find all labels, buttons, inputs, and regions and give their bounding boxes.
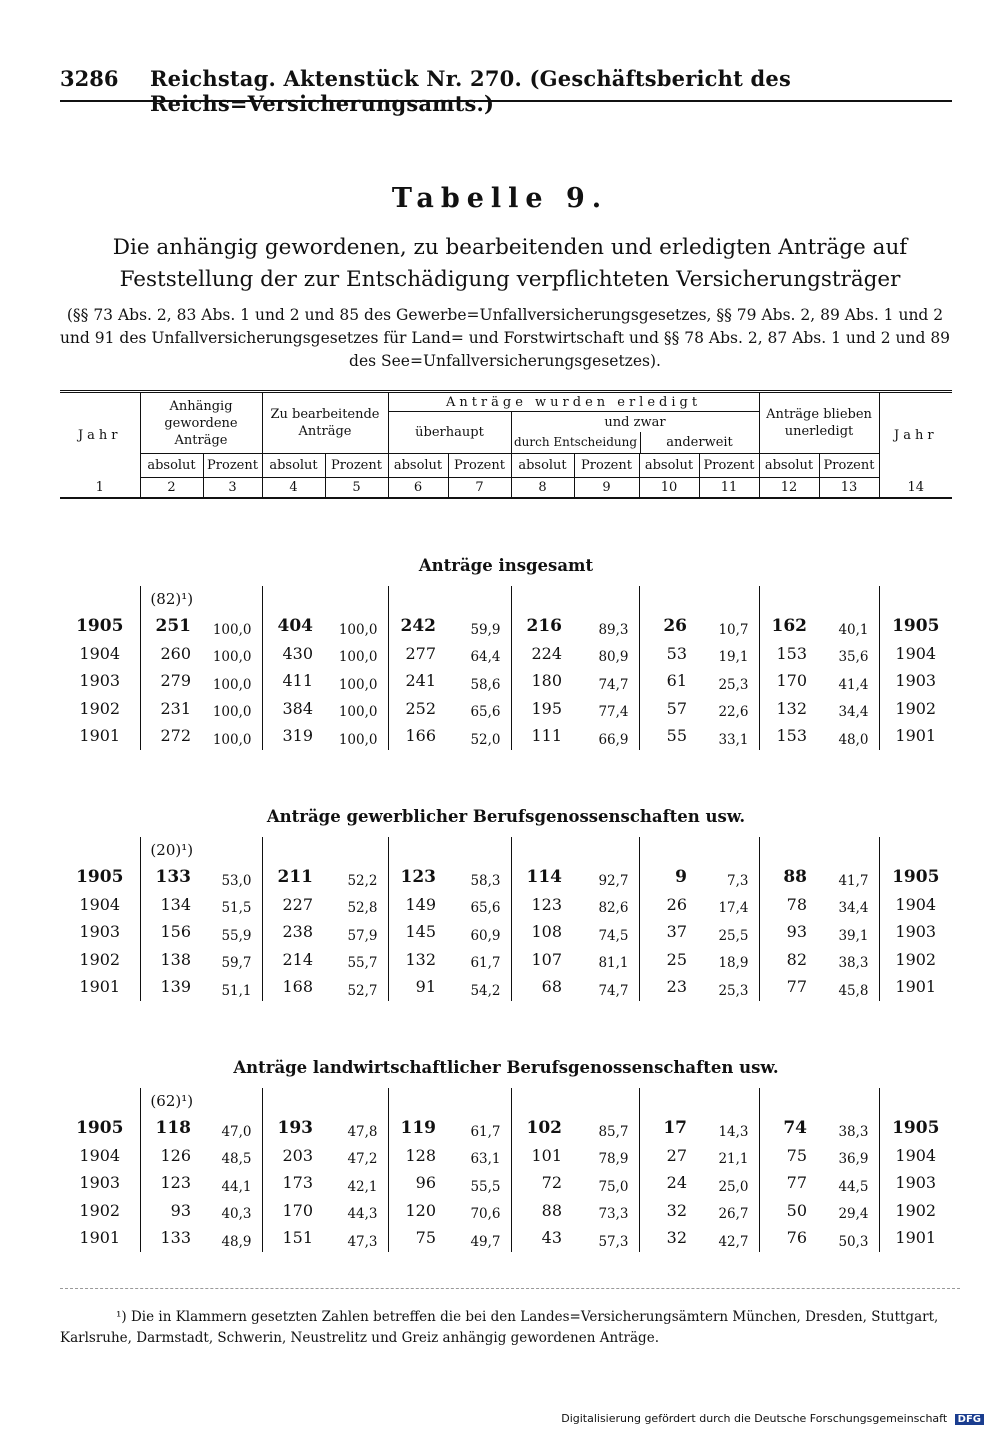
percent-cell: 48,9 [203,1224,262,1252]
year-cell: 1903 [60,667,140,695]
percent-cell: 70,6 [448,1197,511,1225]
percent-cell: 33,1 [699,722,759,750]
col-number: 13 [819,478,879,498]
bracket-note: (20)¹) [150,841,194,859]
absolute-cell: 123 [160,1173,191,1193]
percent-cell: 55,7 [325,946,388,974]
percent-cell: 77,4 [574,695,639,723]
year-cell: 1902 [60,1197,140,1225]
percent-cell: 50,3 [819,1224,879,1252]
percent-cell: 36,9 [819,1142,879,1170]
percent-cell: 22,6 [699,695,759,723]
table-row [60,667,952,695]
absolute-cell: 272 [160,726,191,746]
absolute-cell: 68 [541,977,562,997]
absolute-cell: 211 [277,866,313,887]
percent-cell: 63,1 [448,1142,511,1170]
digitization-credit [561,1412,984,1425]
bracket-note: (62)¹) [150,1092,194,1110]
percent-cell: 47,0 [203,1114,262,1142]
absolute-cell: 55 [666,726,687,746]
absolute-cell: 133 [160,1228,191,1248]
absolute-cell: 170 [776,671,807,691]
absolute-cell: 138 [160,949,191,969]
absolute-cell: 96 [415,1173,436,1193]
header-jahr-right: Jahr [893,427,938,443]
legal-references: (§§ 73 Abs. 2, 83 Abs. 1 und 2 und 85 des Gewerbe=Unfallversicherungsgesetzes, §§ 79 Abs. 2, 89 Abs. 1 und 2 und 91 des Unfallversicherungsgesetzes für Land= und Forstwirtschaft und §§ 78 Abs. 2, 87 Abs. 1 und 2 und 89 des See=Unfallversicherungsgesetzes). [59,306,951,370]
header-prozent: Prozent [448,454,511,478]
col-number: 11 [699,478,759,498]
year-cell: 1903 [895,671,937,691]
year-cell: 1903 [895,922,937,942]
absolute-cell: 151 [282,1228,313,1248]
absolute-cell: 203 [282,1145,313,1165]
percent-cell: 48,5 [203,1142,262,1170]
absolute-cell: 145 [405,922,436,942]
year-cell: 1904 [60,891,140,919]
absolute-cell: 134 [160,894,191,914]
percent-cell: 100,0 [203,695,262,723]
percent-cell: 26,7 [699,1197,759,1225]
absolute-cell: 153 [776,726,807,746]
section-block-landwirtschaftlich [60,1088,952,1252]
year-cell: 1905 [60,863,140,891]
percent-cell: 47,8 [325,1114,388,1142]
absolute-cell: 57 [666,698,687,718]
table-row [60,863,952,891]
header-anhaengig: Anhängig gewordene Anträge [140,392,262,454]
col-number: 10 [639,478,699,498]
percent-cell: 38,3 [819,946,879,974]
year-cell: 1902 [60,695,140,723]
absolute-cell: 156 [160,922,191,942]
absolute-cell: 238 [282,922,313,942]
percent-cell: 35,6 [819,640,879,668]
percent-cell: 40,3 [203,1197,262,1225]
footnote-divider [60,1288,960,1289]
absolute-cell: 32 [666,1228,687,1248]
absolute-cell: 166 [405,726,436,746]
absolute-cell: 170 [282,1200,313,1220]
header-prozent: Prozent [325,454,388,478]
absolute-cell: 126 [160,1145,191,1165]
percent-cell: 61,7 [448,1114,511,1142]
absolute-cell: 241 [405,671,436,691]
absolute-cell: 102 [526,1117,562,1138]
header-erledigt: Anträge wurden erledigt [388,392,759,412]
absolute-cell: 319 [282,726,313,746]
table-row [60,891,952,919]
percent-cell: 60,9 [448,918,511,946]
absolute-cell: 53 [666,643,687,663]
percent-cell: 53,0 [203,863,262,891]
year-cell: 1904 [895,1145,937,1165]
year-cell: 1902 [895,698,937,718]
percent-cell: 25,5 [699,918,759,946]
percent-cell: 78,9 [574,1142,639,1170]
section-title-insgesamt: Anträge insgesamt [418,556,594,575]
percent-cell: 58,6 [448,667,511,695]
percent-cell: 65,6 [448,695,511,723]
year-cell: 1901 [60,973,140,1001]
percent-cell: 74,7 [574,973,639,1001]
absolute-cell: 24 [666,1173,687,1193]
year-cell: 1903 [60,918,140,946]
percent-cell: 100,0 [325,612,388,640]
absolute-cell: 132 [776,698,807,718]
percent-cell: 57,3 [574,1224,639,1252]
header-absolut: absolut [262,454,325,478]
percent-cell: 47,2 [325,1142,388,1170]
percent-cell: 25,3 [699,973,759,1001]
percent-cell: 34,4 [819,695,879,723]
table-row [60,918,952,946]
percent-cell: 100,0 [203,722,262,750]
year-cell: 1904 [895,643,937,663]
absolute-cell: 25 [666,949,687,969]
absolute-cell: 139 [160,977,191,997]
percent-cell: 25,0 [699,1169,759,1197]
section-title-landwirtschaftlich: Anträge landwirtschaftlicher Berufsgenossenschaften usw. [233,1058,779,1077]
absolute-cell: 132 [405,949,436,969]
percent-cell: 65,6 [448,891,511,919]
percent-cell: 21,1 [699,1142,759,1170]
percent-cell: 44,1 [203,1169,262,1197]
percent-cell: 81,1 [574,946,639,974]
absolute-cell: 26 [663,615,687,636]
percent-cell: 64,4 [448,640,511,668]
absolute-cell: 23 [666,977,687,997]
header-durch-entscheidung: durch Entscheidung [512,432,641,453]
percent-cell: 52,0 [448,722,511,750]
percent-cell: 45,8 [819,973,879,1001]
col-number: 12 [759,478,819,498]
percent-cell: 7,3 [699,863,759,891]
absolute-cell: 384 [282,698,313,718]
header-prozent: Prozent [819,454,879,478]
percent-cell: 18,9 [699,946,759,974]
absolute-cell: 195 [531,698,562,718]
year-cell: 1902 [895,949,937,969]
percent-cell: 75,0 [574,1169,639,1197]
percent-cell: 44,5 [819,1169,879,1197]
percent-cell: 49,7 [448,1224,511,1252]
percent-cell: 57,9 [325,918,388,946]
absolute-cell: 50 [786,1200,807,1220]
data-table [60,837,952,1001]
header-absolut: absolut [388,454,448,478]
percent-cell: 100,0 [203,612,262,640]
percent-cell: 10,7 [699,612,759,640]
percent-cell: 19,1 [699,640,759,668]
year-cell: 1904 [895,894,937,914]
year-cell: 1902 [60,946,140,974]
absolute-cell: 77 [786,977,807,997]
percent-cell: 52,8 [325,891,388,919]
absolute-cell: 32 [666,1200,687,1220]
percent-cell: 55,5 [448,1169,511,1197]
percent-cell: 61,7 [448,946,511,974]
absolute-cell: 75 [415,1228,436,1248]
col-number: 8 [511,478,574,498]
table-row [60,1142,952,1170]
page-number: 3286 [60,66,119,91]
absolute-cell: 411 [282,671,313,691]
table-row [60,640,952,668]
credit-text: Digitalisierung gefördert durch die Deutsche Forschungsgemeinschaft [561,1412,948,1425]
percent-cell: 80,9 [574,640,639,668]
percent-cell: 29,4 [819,1197,879,1225]
absolute-cell: 242 [400,615,436,636]
percent-cell: 55,9 [203,918,262,946]
year-cell: 1904 [60,1142,140,1170]
absolute-cell: 123 [400,866,436,887]
running-header [60,64,952,116]
table-row [60,722,952,750]
absolute-cell: 214 [282,949,313,969]
header-absolut: absolut [511,454,574,478]
absolute-cell: 120 [405,1200,436,1220]
percent-cell: 59,7 [203,946,262,974]
percent-cell: 73,3 [574,1197,639,1225]
year-cell: 1901 [895,977,937,997]
percent-cell: 100,0 [325,695,388,723]
absolute-cell: 101 [531,1145,562,1165]
running-title: Reichstag. Aktenstück Nr. 270. (Geschäftsbericht des Reichs=Versicherungsamts.) [150,66,791,116]
absolute-cell: 123 [531,894,562,914]
table-header [60,390,952,499]
absolute-cell: 149 [405,894,436,914]
absolute-cell: 231 [160,698,191,718]
percent-cell: 48,0 [819,722,879,750]
absolute-cell: 119 [400,1117,436,1138]
col-number: 4 [262,478,325,498]
header-prozent: Prozent [574,454,639,478]
absolute-cell: 93 [786,922,807,942]
table-row [60,1197,952,1225]
header-und-zwar: und zwar [604,414,666,430]
year-cell: 1905 [60,1114,140,1142]
col-number: 7 [448,478,511,498]
bracket-note: (82)¹) [150,590,194,608]
table-row [60,973,952,1001]
header-absolut: absolut [759,454,819,478]
header-jahr-left: Jahr [60,392,140,478]
percent-cell: 74,7 [574,667,639,695]
percent-cell: 41,7 [819,863,879,891]
absolute-cell: 88 [783,866,807,887]
percent-cell: 82,6 [574,891,639,919]
data-table [60,586,952,750]
absolute-cell: 76 [786,1228,807,1248]
percent-cell: 52,7 [325,973,388,1001]
header-prozent: Prozent [203,454,262,478]
year-cell: 1901 [60,1224,140,1252]
absolute-cell: 133 [155,866,191,887]
absolute-cell: 75 [786,1145,807,1165]
header-unerledigt: Anträge blieben unerledigt [759,392,879,454]
absolute-cell: 17 [663,1117,687,1138]
year-cell: 1903 [60,1169,140,1197]
col-number: 5 [325,478,388,498]
absolute-cell: 77 [786,1173,807,1193]
absolute-cell: 114 [526,866,562,887]
absolute-cell: 227 [282,894,313,914]
absolute-cell: 279 [160,671,191,691]
absolute-cell: 93 [170,1200,191,1220]
year-cell: 1905 [892,615,940,636]
data-table [60,1088,952,1252]
percent-cell: 100,0 [325,722,388,750]
absolute-cell: 43 [541,1228,562,1248]
absolute-cell: 193 [277,1117,313,1138]
percent-cell: 100,0 [203,640,262,668]
absolute-cell: 118 [155,1117,191,1138]
table-row [60,695,952,723]
absolute-cell: 260 [160,643,191,663]
percent-cell: 42,1 [325,1169,388,1197]
col-number: 2 [140,478,203,498]
header-zu-bearbeitende: Zu bearbeitende Anträge [262,392,388,454]
absolute-cell: 180 [531,671,562,691]
year-cell: 1902 [895,1200,937,1220]
header-absolut: absolut [639,454,699,478]
header-absolut: absolut [140,454,203,478]
column-number-row [60,478,952,498]
absolute-cell: 74 [783,1117,807,1138]
year-cell: 1905 [892,1117,940,1138]
year-cell: 1905 [60,612,140,640]
header-prozent: Prozent [699,454,759,478]
percent-cell: 34,4 [819,891,879,919]
absolute-cell: 108 [531,922,562,942]
percent-cell: 66,9 [574,722,639,750]
percent-cell: 51,5 [203,891,262,919]
col-number: 3 [203,478,262,498]
dfg-logo: DFG [955,1414,984,1425]
percent-cell: 59,9 [448,612,511,640]
percent-cell: 58,3 [448,863,511,891]
absolute-cell: 162 [771,615,807,636]
absolute-cell: 88 [541,1200,562,1220]
percent-cell: 54,2 [448,973,511,1001]
percent-cell: 100,0 [325,667,388,695]
percent-cell: 17,4 [699,891,759,919]
absolute-cell: 168 [282,977,313,997]
year-cell: 1903 [895,1173,937,1193]
percent-cell: 92,7 [574,863,639,891]
absolute-cell: 27 [666,1145,687,1165]
absolute-cell: 224 [531,643,562,663]
absolute-cell: 173 [282,1173,313,1193]
percent-cell: 52,2 [325,863,388,891]
absolute-cell: 251 [155,615,191,636]
absolute-cell: 252 [405,698,436,718]
absolute-cell: 82 [786,949,807,969]
table-subtitle: Die anhängig gewordenen, zu bearbeitenden und erledigten Anträge auf Feststellung der zur Entschädigung verpflichteten Versicherungsträger [112,235,908,292]
percent-cell: 40,1 [819,612,879,640]
year-cell: 1905 [892,866,940,887]
section-block-insgesamt [60,586,952,750]
absolute-cell: 9 [675,866,687,887]
percent-cell: 100,0 [325,640,388,668]
absolute-cell: 430 [282,643,313,663]
absolute-cell: 61 [666,671,687,691]
absolute-cell: 216 [526,615,562,636]
percent-cell: 38,3 [819,1114,879,1142]
percent-cell: 25,3 [699,667,759,695]
section-title-gewerblich: Anträge gewerblicher Berufsgenossenschaften usw. [266,807,746,826]
percent-cell: 44,3 [325,1197,388,1225]
absolute-cell: 404 [277,615,313,636]
absolute-cell: 153 [776,643,807,663]
percent-cell: 85,7 [574,1114,639,1142]
col-number: 9 [574,478,639,498]
absolute-cell: 26 [666,894,687,914]
percent-cell: 51,1 [203,973,262,1001]
absolute-cell: 37 [666,922,687,942]
table-row [60,1169,952,1197]
absolute-cell: 78 [786,894,807,914]
col-number: 6 [388,478,448,498]
absolute-cell: 277 [405,643,436,663]
percent-cell: 14,3 [699,1114,759,1142]
absolute-cell: 107 [531,949,562,969]
header-ueberhaupt: überhaupt [388,412,511,454]
percent-cell: 89,3 [574,612,639,640]
section-block-gewerblich [60,837,952,1001]
year-cell: 1901 [895,1228,937,1248]
absolute-cell: 72 [541,1173,562,1193]
col-number: 1 [60,478,140,498]
percent-cell: 41,4 [819,667,879,695]
percent-cell: 74,5 [574,918,639,946]
absolute-cell: 91 [415,977,436,997]
percent-cell: 39,1 [819,918,879,946]
table-row [60,1114,952,1142]
col-number: 14 [907,479,925,495]
absolute-cell: 111 [531,726,562,746]
table-title: Tabelle 9. [391,183,609,214]
year-cell: 1901 [895,726,937,746]
absolute-cell: 128 [405,1145,436,1165]
year-cell: 1904 [60,640,140,668]
percent-cell: 42,7 [699,1224,759,1252]
footnote: ¹) Die in Klammern gesetzten Zahlen betreffen die bei den Landes=Versicherungsämtern München, Dresden, Stuttgart, Karlsruhe, Darmstadt, Schwerin, Neustrelitz und Greiz anhängig gewordenen Anträge. [60,1309,939,1346]
table-row [60,1224,952,1252]
header-anderweit: anderweit [666,434,733,450]
table-row [60,946,952,974]
year-cell: 1901 [60,722,140,750]
percent-cell: 47,3 [325,1224,388,1252]
percent-cell: 100,0 [203,667,262,695]
table-row [60,612,952,640]
